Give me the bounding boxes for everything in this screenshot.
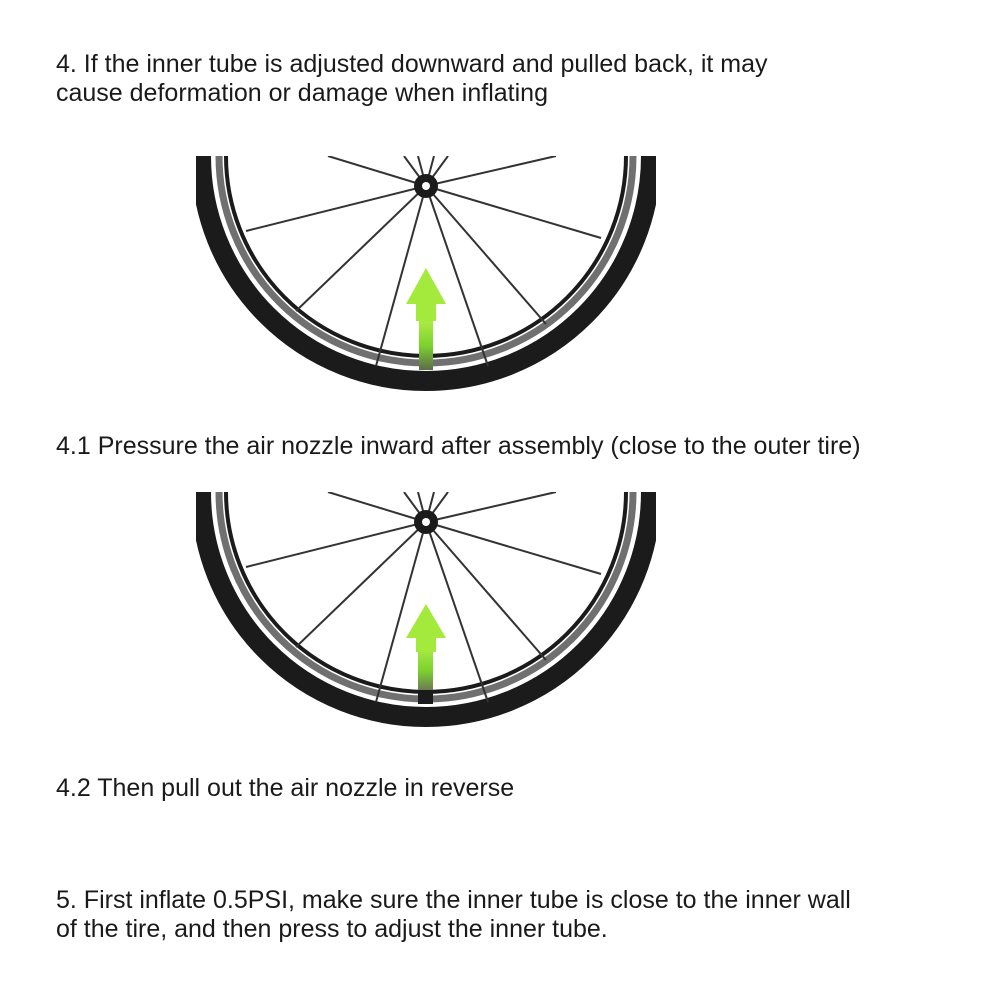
wheel-illustration-reverse xyxy=(196,492,656,752)
up-arrow-icon xyxy=(406,604,446,704)
step-4-line-2: cause deformation or damage when inflating xyxy=(56,79,548,107)
step-4-1-text: 4.1 Pressure the air nozzle inward after assembly (close to the outer tire) xyxy=(56,432,861,460)
step-5-line-2: of the tire, and then press to adjust the inner tube. xyxy=(56,915,608,943)
step-4-text xyxy=(56,50,768,108)
step-5-text xyxy=(56,886,851,944)
wheel-illustration-inward xyxy=(196,156,656,416)
step-4-line-1: 4. If the inner tube is adjusted downward and pulled back, it may xyxy=(56,50,768,78)
step-4-2-text: 4.2 Then pull out the air nozzle in reverse xyxy=(56,774,515,802)
step-5-line-1: 5. First inflate 0.5PSI, make sure the inner tube is close to the inner wall xyxy=(56,886,851,914)
